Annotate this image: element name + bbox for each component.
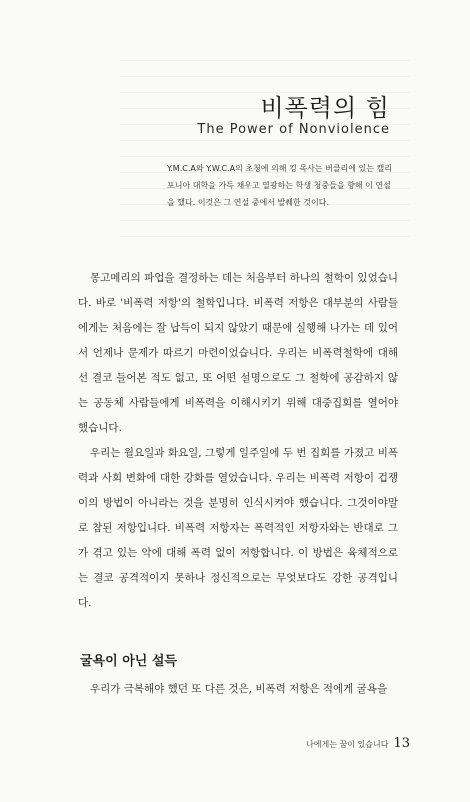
section-heading: 굴욕이 아닌 설득 <box>80 654 177 669</box>
chapter-title: 비폭력의 힘 <box>260 94 390 122</box>
page-footer <box>306 736 410 751</box>
body-paragraph: 우리는 월요일과 화요일, 그렇게 일주일에 두 번 집회를 가졌고 비폭력과 사회 변화에 대한 강화를 열었습니다. 우리는 비폭력 저항이 겁쟁이의 방법이 아니라는 것을 분명히 인식시켜야 했습니다. 그것이야말로 참된 저항입니다. 비폭력 저항자는 폭력적인 저항자와는 반대로 그가 겪고 있는 악에 대해 폭력 없이 저항합니다. 이 방법은 육체적으로는 결코 공격적이지 못하나 정신적으로는 무엇보다도 강한 공격입니다. <box>78 447 398 609</box>
body-paragraph: 몽고메리의 파업을 결정하는 데는 처음부터 하나의 철학이 있었습니다. 바로 '비폭력 저항'의 철학입니다. 비폭력 저항은 대부분의 사람들에게는 처음에는 잘 납득이 되지 않았기 때문에 실행해 나가는 데 있어서 언제나 문제가 따르기 마련이었습니다. 우리는 비폭력철학에 대해선 결코 들어본 적도 없고, 또 어떤 설명으로도 그 철학에 공감하지 않는 공동체 사람들에게 비폭력을 이해시키기 위해 대중집회를 열어야 했습니다. <box>78 272 398 434</box>
chapter-subtitle: The Power of Nonviolence <box>197 122 390 137</box>
running-head: 나에게는 꿈이 있습니다 <box>306 740 389 749</box>
epigraph: Y.M.C.A와 Y.W.C.A의 초청에 의해 킹 목사는 버클리에 있는 캘리포니아 대학을 가득 채우고 열광하는 학생 청중들을 향해 이 연설을 했다. 이것은 그 연설 중에서 발췌한 것이다. <box>167 164 392 207</box>
section-paragraph: 우리가 극복해야 했던 또 다른 것은, 비폭력 저항은 적에게 굴욕을 <box>90 683 388 695</box>
body-text <box>78 266 398 616</box>
section-body <box>78 677 398 702</box>
page-number: 13 <box>393 736 410 751</box>
